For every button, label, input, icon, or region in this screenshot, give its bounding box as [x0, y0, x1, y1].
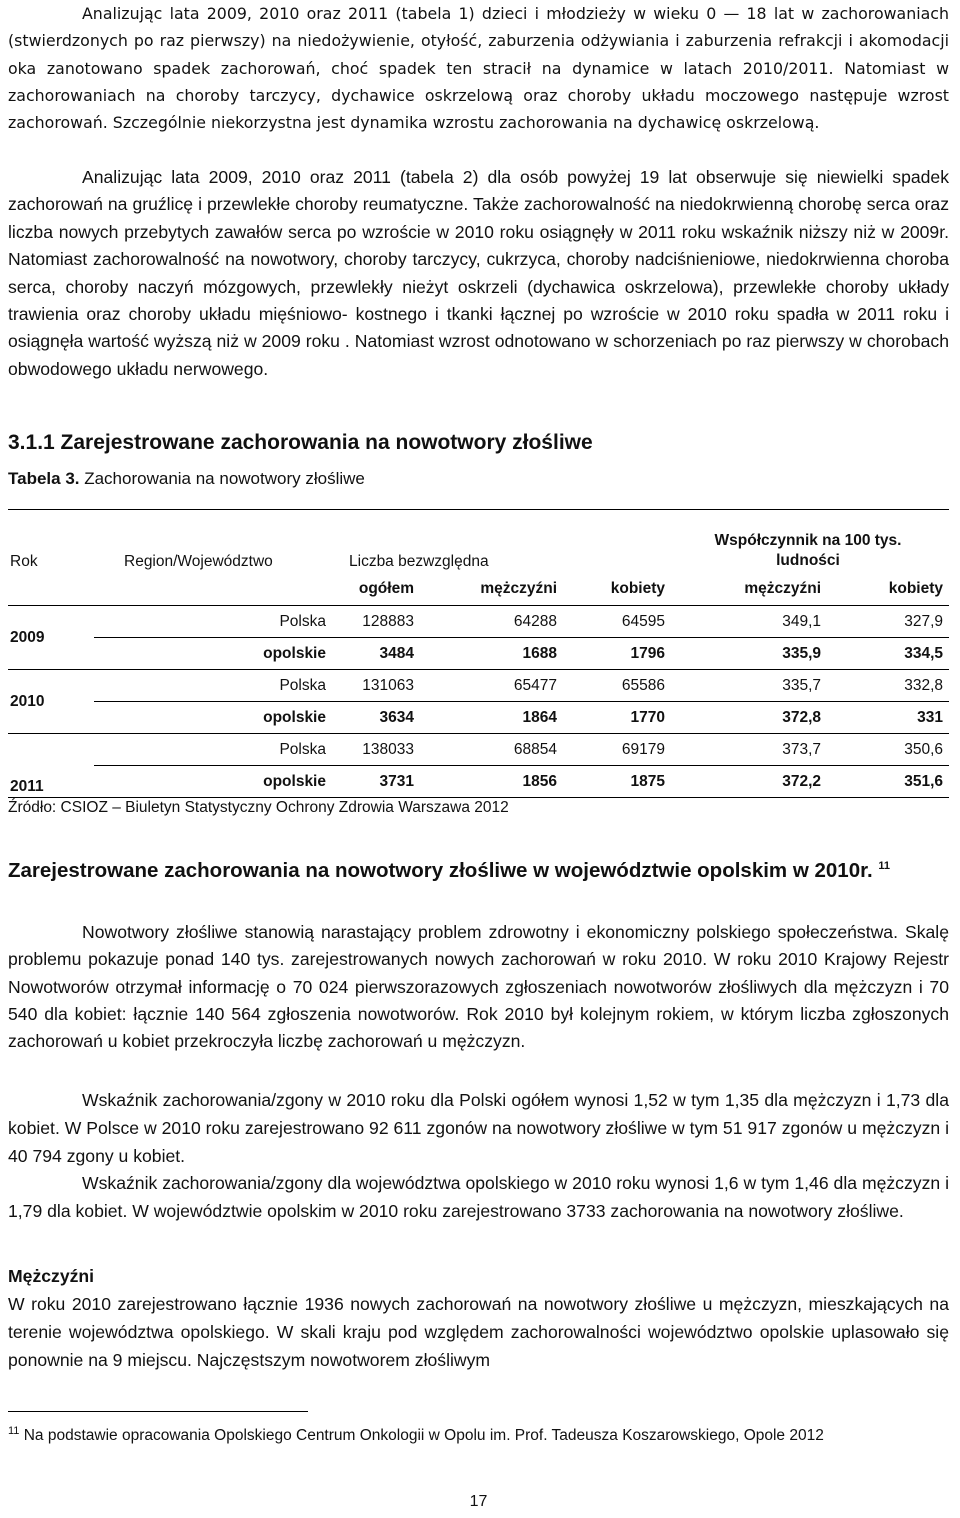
- header-ogolem: ogółem: [358, 580, 414, 598]
- header-rok: Rok: [8, 510, 94, 574]
- table-cell: Polska: [279, 676, 326, 694]
- footnote: [8, 1425, 824, 1445]
- table-row: [8, 734, 949, 766]
- table-source: Źródło: CSIOZ – Biuletyn Statystyczny Ochrony Zdrowia Warszawa 2012: [8, 799, 509, 816]
- men-heading: Mężczyźni: [8, 1266, 95, 1286]
- table-cell: Polska: [279, 740, 326, 758]
- table-header-row-1: [8, 510, 949, 574]
- table-caption-text: Zachorowania na nowotwory złośliwe: [79, 469, 365, 488]
- table-cell: 128883: [332, 606, 420, 638]
- subsection-heading-text: Zarejestrowane zachorowania na nowotwory złośliwe w województwie opolskim w 2010r.: [8, 858, 873, 882]
- table-row: [8, 702, 949, 734]
- body-paragraph-2: Wskaźnik zachorowania/zgony w 2010 roku dla Polski ogółem wynosi 1,52 w tym 1,35 dla mężczyzn i 1,73 dla kobiet. W Polsce w 2010 roku zarejestrowano 92 611 zgonów na nowotwory złośliwe w tym 51 917 zgonów u mężczyzn i 40 794 zgony u kobiet.: [8, 1090, 949, 1166]
- section-heading: 3.1.1 Zarejestrowane zachorowania na nowotwory złośliwe: [8, 431, 593, 454]
- table-cell: 68854: [513, 740, 557, 758]
- table-cell: 3484: [332, 638, 420, 670]
- table-cell: 350,6: [904, 740, 943, 758]
- header-kobiety-rate: kobiety: [888, 580, 943, 598]
- intro-paragraph-1: Analizując lata 2009, 2010 oraz 2011 (tabela 1) dzieci i młodzieży w wieku 0 — 18 lat w zachorowaniach (stwierdzonych po raz pierwszy) na niedożywienie, otyłość, zaburzenia odżywiania i zaburzenia refrakcji i akomodacji oka zanotowano spadek zachorowań, choć spadek ten stracił na dynamice w latach 2010/2011. Natomiast w zachorowaniach na choroby tarczycy, dychawice oskrzelową oraz choroby układu moczowego następuje wzrost zachorowań. Szczególnie niekorzystna jest dynamika wzrostu zachorowania na dychawicę oskrzelową.: [8, 4, 949, 133]
- body-paragraph-4: W roku 2010 zarejestrowano łącznie 1936 nowych zachorowań na nowotwory złośliwe u mężczyzn, mieszkających na terenie województwa opolskiego. W skali kraju pod względem zachorowalności województwo opolskie uplasowało się ponownie na 9 miejscu. Najczęstszym nowotworem złośliwym: [8, 1294, 949, 1370]
- table-cell: 3731: [332, 766, 420, 798]
- table-row: [8, 766, 949, 798]
- table-cell: 349,1: [671, 606, 827, 638]
- table-cell: 331: [827, 702, 949, 734]
- table-row: [8, 606, 949, 638]
- table-cell: Polska: [94, 606, 332, 638]
- footnote-text: Na podstawie opracowania Opolskiego Centrum Onkologii w Opolu im. Prof. Tadeusza Koszarowskiego, Opole 2012: [19, 1427, 824, 1445]
- table-cell: 1856: [420, 766, 563, 798]
- table-caption-label: Tabela 3.: [8, 469, 80, 488]
- table-cell: 69179: [621, 740, 665, 758]
- table-cell: 65586: [621, 676, 665, 694]
- table-cell: opolskie: [94, 702, 332, 734]
- table-cell: 131063: [362, 676, 414, 694]
- header-mezczyzni: mężczyźni: [480, 580, 557, 598]
- intro-paragraph-2: Analizując lata 2009, 2010 oraz 2011 (tabela 2) dla osób powyżej 19 lat obserwuje się niewielki spadek zachorowań na gruźlicę i przewlekłe choroby reumatyczne. Także zachorowalność na niedokrwienną chorobę serca oraz liczba nowych przebytych zawałów serca po wzroście w 2010 roku osiągnęły w 2011 roku wskaźnik niższy niż w 2009r. Natomiast zachorowalność na nowotwory, choroby tarczycy, cukrzyca, choroby nadciśnieniowe, niedokrwienna choroba serca, choroby naczyń mózgowych, przewlekły nieżyt oskrzeli (dychawica oskrzelowa), przewlekłe choroby układy trawienia oraz choroby układu mięśniowo- kostnego i tkanki łącznej po wzroście w 2010 roku spadła w 2011 roku i osiągnęła wartość wyższą niż w 2009 roku . Natomiast wzrost odnotowano w schorzeniach po raz pierwszy w chorobach obwodowego układu nerwowego.: [8, 167, 949, 379]
- table-cell: 64595: [563, 606, 671, 638]
- table-cell: 64288: [420, 606, 563, 638]
- header-region: Region/Województwo: [94, 510, 332, 574]
- table-row: [8, 670, 949, 702]
- table-cell: 327,9: [827, 606, 949, 638]
- table-cell: 351,6: [827, 766, 949, 798]
- table-cell: 373,7: [782, 740, 821, 758]
- table-cell: 372,2: [671, 766, 827, 798]
- header-wsp-line2: ludności: [776, 552, 840, 569]
- table-cell: 332,8: [904, 676, 943, 694]
- body-paragraph-3: Wskaźnik zachorowania/zgony dla województwa opolskiego w 2010 roku wynosi 1,6 w tym 1,46 dla mężczyzn i 1,79 dla kobiet. W województwie opolskim w 2010 roku zarejestrowano 3733 zachorowania na nowotwory złośliwe.: [8, 1173, 949, 1221]
- table-cell: 1770: [563, 702, 671, 734]
- table-cell: 1796: [563, 638, 671, 670]
- table-header-row-2: [8, 574, 949, 606]
- table-row: [8, 638, 949, 670]
- year-2009: 2009: [8, 606, 94, 670]
- footnote-ref: 11: [878, 860, 890, 872]
- table-cell: 335,9: [671, 638, 827, 670]
- table-cell: 3634: [332, 702, 420, 734]
- body-paragraph-1: Nowotwory złośliwe stanowią narastający problem zdrowotny i ekonomiczny polskiego społeczeństwa. Skalę problemu pokazuje ponad 140 tys. zarejestrowanych nowych zachorowań w roku 2010. W roku 2010 Krajowy Rejestr Nowotworów otrzymał informację o 70 024 pierwszorazowych zgłoszeniach nowotworów złośliwych dla mężczyzn i 70 540 dla kobiet: łącznie 140 564 zgłoszenia nowotworów. Rok 2010 był kolejnym rokiem, w którym liczba zgłoszonych zachorowań u kobiet przekroczyła liczbę zachorowań u mężczyzn.: [8, 922, 949, 1052]
- footnote-number: 11: [8, 1425, 20, 1437]
- table-caption: [8, 469, 365, 489]
- table-cell: 1688: [420, 638, 563, 670]
- footnote-divider: [8, 1411, 308, 1412]
- table-cell: 1875: [563, 766, 671, 798]
- header-kobiety: kobiety: [610, 580, 665, 598]
- cancer-table: [8, 509, 949, 798]
- header-mezczyzni-rate: mężczyźni: [744, 580, 821, 598]
- table-cell: 334,5: [827, 638, 949, 670]
- subsection-heading: [8, 852, 949, 885]
- table-cell: 335,7: [782, 676, 821, 694]
- table-cell: 1864: [420, 702, 563, 734]
- table-cell: opolskie: [94, 638, 332, 670]
- table-cell: 138033: [362, 740, 414, 758]
- year-2011: 2011: [8, 734, 94, 798]
- header-wsp-line1: Współczynnik na 100 tys.: [714, 532, 902, 549]
- header-wspolczynnik: [671, 510, 949, 574]
- table-cell: opolskie: [94, 766, 332, 798]
- table-cell: 372,8: [671, 702, 827, 734]
- table-cell: 65477: [513, 676, 557, 694]
- header-liczba: Liczba bezwzględna: [332, 510, 671, 574]
- year-2010: 2010: [8, 670, 94, 734]
- page-number: 17: [469, 1493, 488, 1510]
